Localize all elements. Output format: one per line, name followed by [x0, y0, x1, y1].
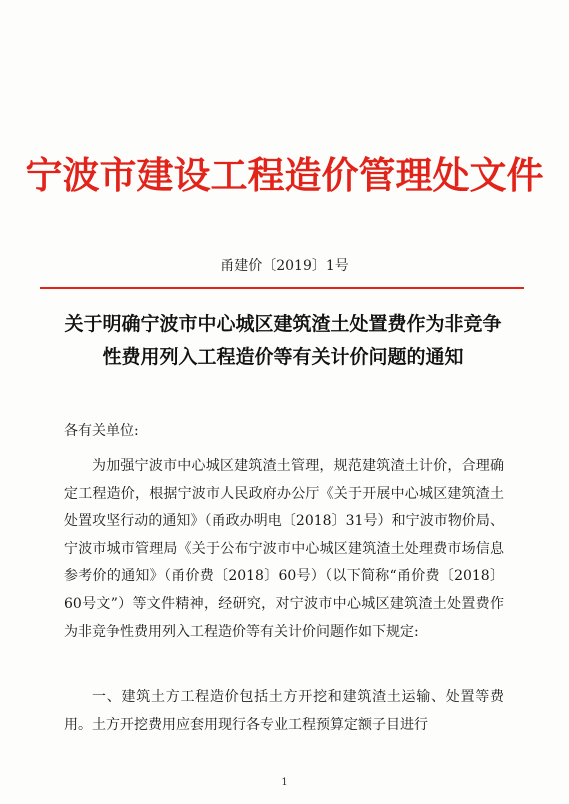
body-paragraph-1: 为加强宁波市中心城区建筑渣土管理，规范建筑渣土计价，合理确定工程造价，根据宁波市人民政府办公厅《关于开展中心城区建筑渣土处置攻坚行动的通知》（甬政办明电〔2018〕31号）和宁波市物价局、宁波市城市管理局《关于公布宁波市中心城区建筑渣土处理费市场信息参考价的通知》（甬价费〔2018〕60号）（以下简称“甬价费〔2018〕60号文”）等文件精神，经研究，对宁波市中心城区建筑渣土处置费作为非竞争性费用列入工程造价等有关计价问题作如下规定: [64, 458, 504, 640]
salutation: 各有关单位: [64, 423, 139, 439]
document-title: 关于明确宁波市中心城区建筑渣土处置费作为非竞争性费用列入工程造价等有关计价问题的通知 [64, 313, 502, 368]
masthead-title: 宁波市建设工程造价管理处文件 [25, 153, 544, 197]
document-number: 甬建价〔2019〕1号 [220, 258, 349, 274]
body-paragraph-2: 一、建筑土方工程造价包括土方开挖和建筑渣土运输、处置等费用。土方开挖费用应套用现行各专业工程预算定额子目进行 [64, 689, 504, 733]
red-divider-rule [40, 287, 524, 289]
page-number: 1 [281, 777, 288, 788]
